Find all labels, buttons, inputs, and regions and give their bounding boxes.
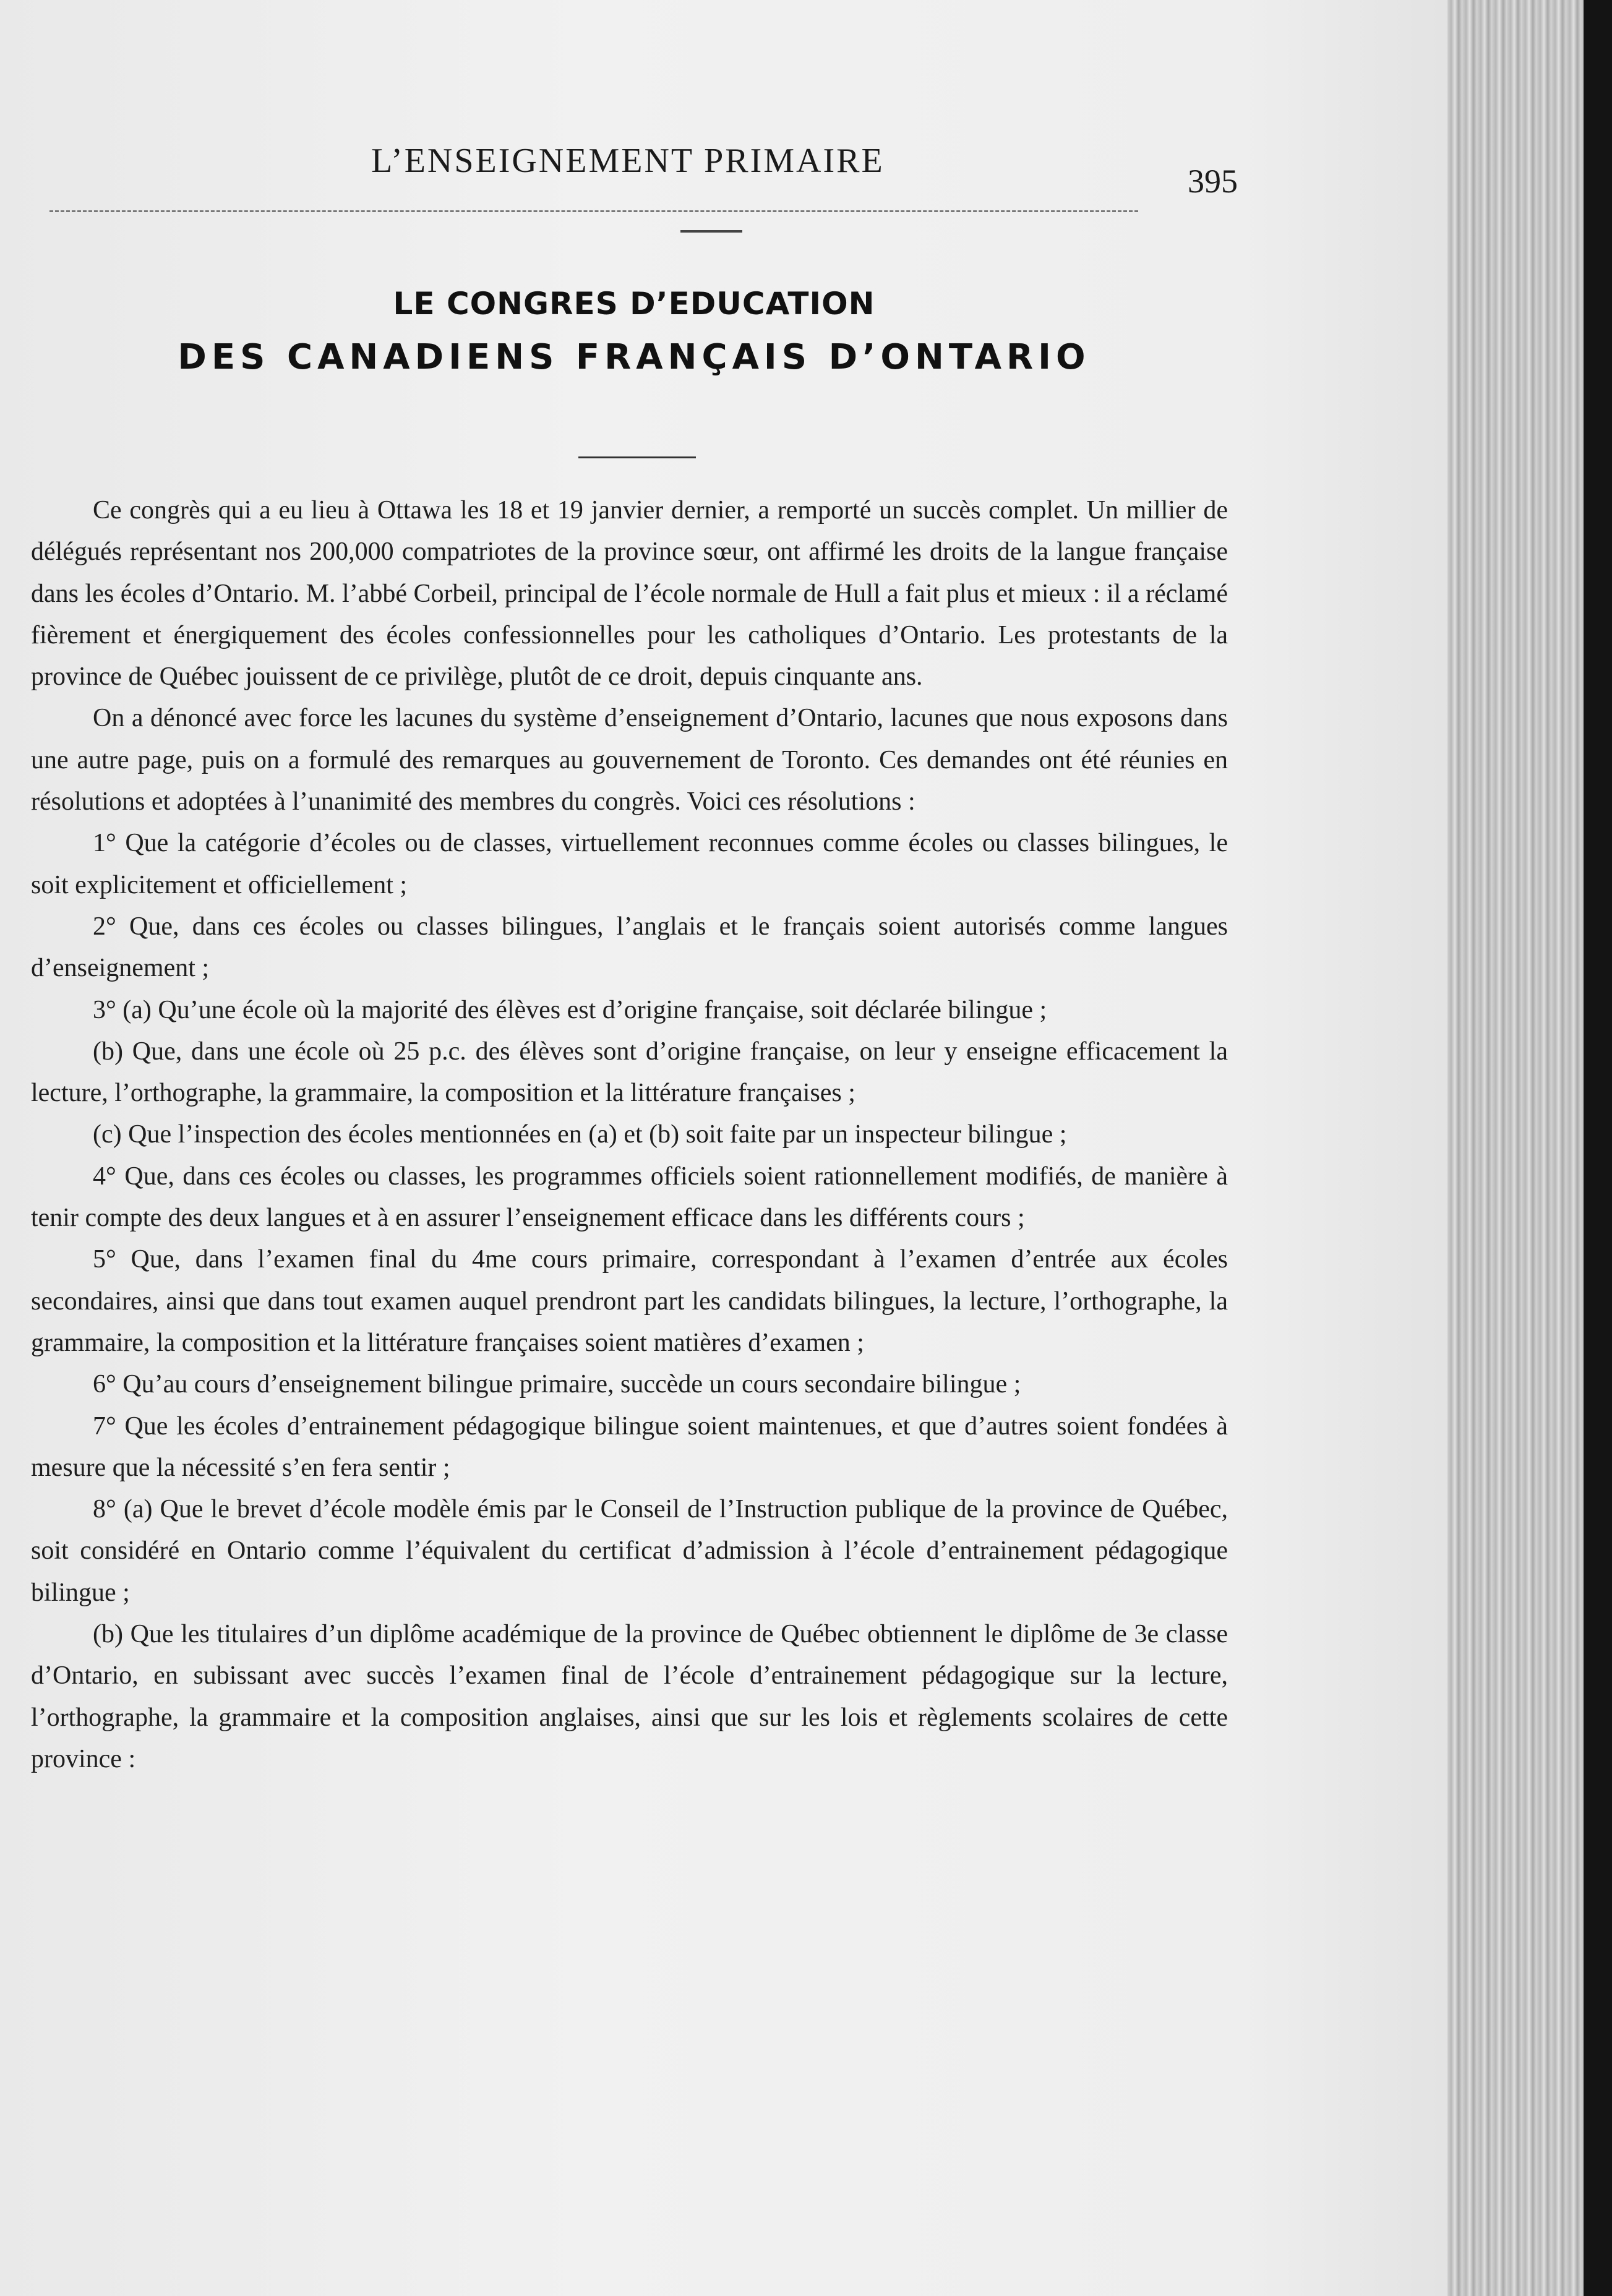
resolution-3b: (b) Que, dans une école où 25 p.c. des élèves sont d’origine française, on leur y enseigne efficacement la lecture, l’orthographe, la grammaire, la composition et la littérature françaises ; — [31, 1037, 1228, 1108]
paragraph-intro: Ce congrès qui a eu lieu à Ottawa les 18 et 19 janvier dernier, a remporté un succès complet. Un millier de délégués représentant nos 200,000 compatriotes de la province sœur, ont affirmé les droits de la langue française dans les écoles d’Ontario. M. l’abbé Corbeil, principal de l’école normale de Hull a fait plus et mieux : il a réclamé fièrement et énergiquement des écoles confessionnelles pour les catholiques d’Ontario. Les protestants de la province de Québec jouissent de ce privilège, plutôt de ce droit, depuis cinquante ans. — [31, 496, 1228, 692]
header-rule-mark — [680, 230, 742, 233]
resolution-5: 5° Que, dans l’examen final du 4me cours primaire, correspondant à l’examen d’entrée aux écoles secondaires, ainsi que dans tout examen auquel prendront part les candidats bilingues, la lecture, l’orthographe, la grammaire, la composition et la littérature françaises soient matières d’examen ; — [31, 1245, 1228, 1357]
page-number: 395 — [1188, 163, 1238, 200]
header-rule — [49, 210, 1138, 212]
resolution-8b: (b) Que les titulaires d’un diplôme académique de la province de Québec obtiennent le diplôme de 3e classe d’Ontario, en subissant avec succès l’examen final de l’école d’entrainement pédagogique sur la lecture, l’orthographe, la grammaire et la composition anglaises, ainsi que sur les lois et règlements scolaires de cette province : — [31, 1620, 1228, 1773]
scan-border — [1584, 0, 1612, 2296]
article-title-line-2: DES CANADIENS FRANÇAIS D’ONTARIO — [178, 337, 1091, 377]
resolution-6: 6° Qu’au cours d’enseignement bilingue primaire, succède un cours secondaire bilingue ; — [93, 1370, 1021, 1399]
running-head: L’ENSEIGNEMENT PRIMAIRE — [371, 142, 885, 180]
article-title-line-1: LE CONGRES D’EDUCATION — [393, 286, 875, 322]
resolution-3c: (c) Que l’inspection des écoles mentionnées en (a) et (b) soit faite par un inspecteur bilingue ; — [93, 1120, 1067, 1149]
resolution-3a: 3° (a) Qu’une école où la majorité des élèves est d’origine française, soit déclarée bilingue ; — [93, 995, 1047, 1024]
resolution-2: 2° Que, dans ces écoles ou classes bilingues, l’anglais et le français soient autorisés comme langues d’enseignement ; — [31, 912, 1228, 983]
resolution-1: 1° Que la catégorie d’écoles ou de classes, virtuellement reconnues comme écoles ou classes bilingues, le soit explicitement et officiellement ; — [31, 829, 1228, 899]
article-body — [31, 490, 1228, 1780]
resolution-4: 4° Que, dans ces écoles ou classes, les programmes officiels soient rationnellement modifiés, de manière à tenir compte des deux langues et à en assurer l’enseignement efficace dans les différents cours ; — [31, 1162, 1228, 1233]
title-divider — [578, 456, 696, 458]
resolution-8a: 8° (a) Que le brevet d’école modèle émis par le Conseil de l’Instruction publique de la province de Québec, soit considéré en Ontario comme l’équivalent du certificat d’admission à l’école d’entrainement pédagogique bilingue ; — [31, 1495, 1228, 1607]
paragraph-denounce: On a dénoncé avec force les lacunes du système d’enseignement d’Ontario, lacunes que nous exposons dans une autre page, puis on a formulé des remarques au gouvernement de Toronto. Ces demandes ont été réunies en résolutions et adoptées à l’unanimité des membres du congrès. Voici ces résolutions : — [31, 704, 1228, 816]
resolution-7: 7° Que les écoles d’entrainement pédagogique bilingue soient maintenues, et que d’autres soient fondées à mesure que la nécessité s’en fera sentir ; — [31, 1411, 1228, 1482]
